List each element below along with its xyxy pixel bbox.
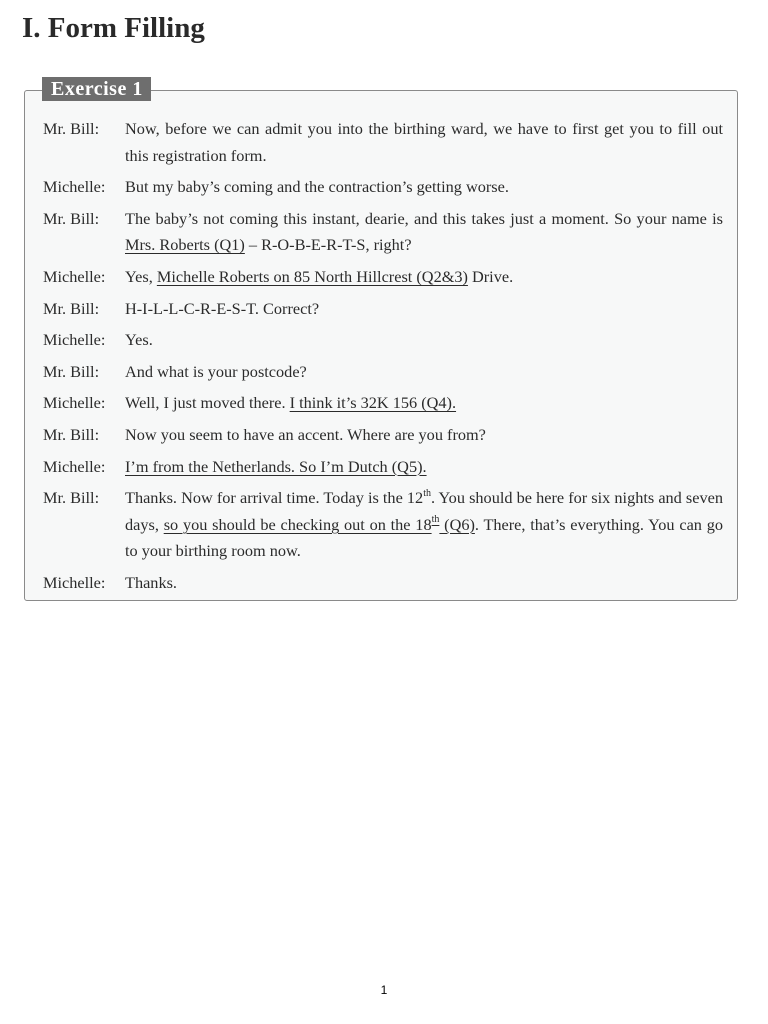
text-segment: Now, before we can admit you into the birthing ward, we have to first get you to fill out this registration form.: [125, 119, 723, 165]
text-segment: But my baby’s coming and the contraction’s getting worse.: [125, 177, 509, 197]
dialogue-text: [125, 485, 723, 565]
speaker-name: Michelle:: [43, 177, 106, 197]
dialogue-text: [125, 422, 723, 449]
speaker-name: Mr. Bill:: [43, 488, 100, 508]
speaker-name: Michelle:: [43, 393, 106, 413]
text-segment: Now you seem to have an accent. Where are you from?: [125, 424, 486, 444]
answer-text: Michelle Roberts on 85 North Hillcrest (Q2&3): [156, 266, 468, 286]
dialogue-line: [43, 485, 723, 565]
text-segment: And what is your postcode?: [125, 361, 307, 381]
ordinal-suffix: th: [423, 487, 431, 499]
dialogue-text: [125, 174, 723, 201]
dialogue-line: [43, 327, 723, 354]
text-segment: Well, I just moved there.: [125, 393, 290, 413]
dialogue-line: [43, 422, 723, 449]
dialogue-text: [125, 264, 723, 291]
section-title: I. Form Filling: [22, 12, 205, 44]
answer-text: so you should be checking out on the 18: [163, 514, 432, 534]
text-segment: Yes,: [125, 266, 157, 286]
dialogue-line: [43, 264, 723, 291]
dialogue-line: [43, 206, 723, 259]
dialogue-line: [43, 454, 723, 481]
dialogue-line: [43, 359, 723, 386]
dialogue-line: [43, 570, 723, 597]
dialogue-line: [43, 390, 723, 417]
dialogue-text: [125, 390, 723, 417]
dialogue-text: [125, 454, 723, 481]
dialogue-text: [125, 570, 723, 597]
text-segment: . There, that’s everything. You can go to your birthing room now.: [125, 514, 723, 561]
text-segment: The baby’s not coming this instant, dearie, and this takes just a moment. So your name is: [125, 208, 723, 228]
text-segment: – R-O-B-E-R-T-S, right?: [244, 235, 412, 255]
dialogue-text: [125, 206, 723, 259]
dialogue-line: [43, 116, 723, 169]
text-segment: . You should be here for six nights and seven days,: [125, 488, 724, 534]
dialogue-text: [125, 116, 723, 169]
answer-text: I’m from the Netherlands. So I’m Dutch (Q5).: [125, 456, 427, 476]
speaker-name: Mr. Bill:: [43, 361, 100, 381]
answer-text: I think it’s 32K 156 (Q4).: [289, 393, 457, 413]
speaker-name: Michelle:: [43, 266, 106, 286]
speaker-name: Michelle:: [43, 456, 106, 476]
speaker-name: Michelle:: [43, 572, 106, 592]
exercise-label: Exercise 1: [42, 77, 151, 101]
text-segment: Drive.: [467, 266, 514, 286]
speaker-name: Mr. Bill:: [43, 119, 100, 138]
speaker-name: Mr. Bill:: [43, 208, 100, 228]
dialogue-line: [43, 296, 723, 323]
answer-text: Mrs. Roberts (Q1): [125, 235, 245, 255]
speaker-name: Mr. Bill:: [43, 298, 100, 318]
text-segment: Thanks.: [125, 572, 177, 592]
answer-text: (Q6): [439, 514, 475, 534]
dialogue-text: [125, 296, 723, 323]
text-segment: Yes.: [125, 330, 153, 350]
dialogue-text: [125, 359, 723, 386]
dialogue: [43, 116, 723, 602]
text-segment: Thanks. Now for arrival time. Today is the 12: [125, 488, 424, 508]
answer-text: th: [431, 514, 440, 526]
text-segment: H-I-L-L-C-R-E-S-T. Correct?: [125, 298, 320, 318]
dialogue-line: [43, 174, 723, 201]
speaker-name: Michelle:: [43, 330, 106, 350]
page-number: 1: [380, 983, 388, 997]
dialogue-text: [125, 327, 723, 354]
speaker-name: Mr. Bill:: [43, 424, 100, 444]
